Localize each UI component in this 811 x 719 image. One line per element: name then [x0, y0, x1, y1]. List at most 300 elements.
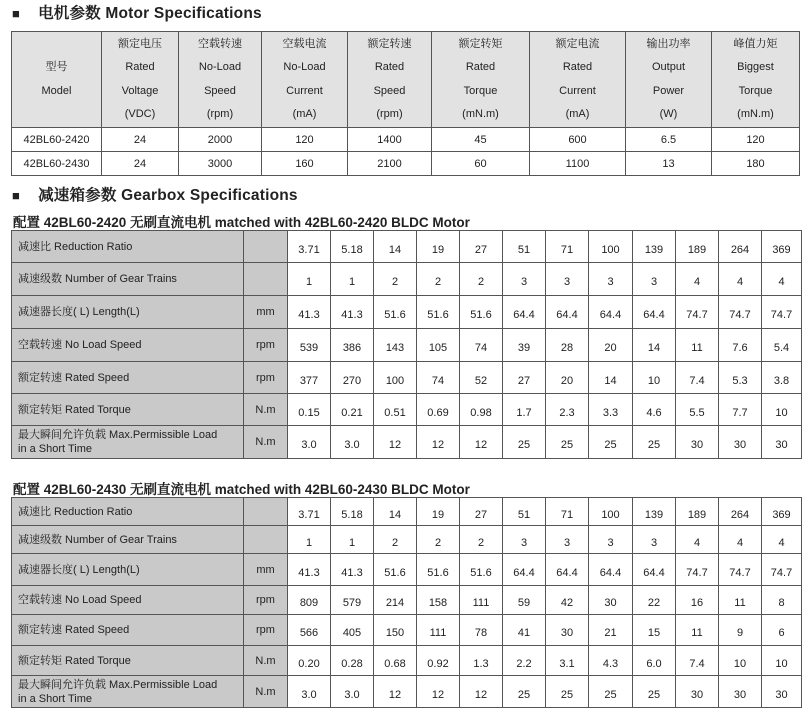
- value-cell: 264: [719, 498, 762, 526]
- value-cell: 5.4: [762, 329, 802, 362]
- value-cell: 4.3: [589, 646, 633, 676]
- row-unit: mm: [244, 554, 288, 586]
- value-cell: 8: [762, 586, 802, 615]
- value-cell: 4: [676, 526, 719, 554]
- header-line: 空载电流: [282, 37, 327, 50]
- value-cell: 2: [374, 263, 417, 296]
- value-cell: 4: [762, 526, 802, 554]
- value-cell: 14: [589, 362, 633, 394]
- table-row: [12, 263, 802, 296]
- motor-cell: 1100: [530, 152, 626, 176]
- row-unit: N.m: [244, 676, 288, 708]
- value-cell: 189: [676, 498, 719, 526]
- row-unit: N.m: [244, 646, 288, 676]
- header-line: (W): [659, 107, 678, 120]
- motor-header-cell: [712, 32, 800, 128]
- value-cell: 64.4: [546, 554, 589, 586]
- row-label: [12, 586, 244, 615]
- value-cell: 64.4: [546, 296, 589, 329]
- value-cell: 3.0: [288, 426, 331, 459]
- value-cell: 51.6: [374, 296, 417, 329]
- value-cell: 3.1: [546, 646, 589, 676]
- value-cell: 3: [503, 263, 546, 296]
- value-cell: 5.3: [719, 362, 762, 394]
- motor-cell: 6.5: [626, 128, 712, 152]
- value-cell: 74.7: [762, 296, 802, 329]
- value-cell: 74.7: [762, 554, 802, 586]
- value-cell: 30: [676, 676, 719, 708]
- row-label-text: 空载转速 No Load Speed: [18, 594, 142, 606]
- row-label: [12, 498, 244, 526]
- row-label: [12, 362, 244, 394]
- motor-cell: 24: [102, 152, 179, 176]
- value-cell: 539: [288, 329, 331, 362]
- value-cell: 25: [589, 426, 633, 459]
- value-cell: 3: [589, 263, 633, 296]
- value-cell: 30: [762, 676, 802, 708]
- motor-cell: 42BL60-2430: [12, 152, 102, 176]
- row-label: [12, 615, 244, 646]
- motor-cell: 1400: [348, 128, 432, 152]
- header-line: (mA): [292, 107, 317, 120]
- table-row: [12, 296, 802, 329]
- table-row: [12, 586, 802, 615]
- value-cell: 3.0: [331, 426, 374, 459]
- value-cell: 405: [331, 615, 374, 646]
- header-line: 额定转矩: [458, 37, 503, 50]
- row-label-text: 减速器长度( L) Length(L): [18, 563, 140, 576]
- value-cell: 105: [417, 329, 460, 362]
- header-line: (mA): [565, 107, 590, 120]
- row-label-text: 减速级数 Number of Gear Trains: [18, 273, 177, 285]
- row-label-text: 减速比 Reduction Ratio: [18, 240, 133, 253]
- value-cell: 51: [503, 231, 546, 263]
- value-cell: 22: [633, 586, 676, 615]
- value-cell: 51.6: [460, 554, 503, 586]
- value-cell: 2: [374, 526, 417, 554]
- value-cell: 3: [503, 526, 546, 554]
- value-cell: 3: [546, 263, 589, 296]
- header-line: Current: [286, 84, 323, 97]
- value-cell: 0.69: [417, 394, 460, 426]
- value-cell: 4: [719, 263, 762, 296]
- motor-cell: 120: [712, 128, 800, 152]
- row-label: [12, 263, 244, 296]
- value-cell: 4.6: [633, 394, 676, 426]
- value-cell: 0.98: [460, 394, 503, 426]
- motor-cell: 2000: [179, 128, 262, 152]
- value-cell: 6.0: [633, 646, 676, 676]
- value-cell: 3.8: [762, 362, 802, 394]
- header-line: No-Load: [283, 61, 326, 74]
- value-cell: 11: [719, 586, 762, 615]
- row-unit: [244, 231, 288, 263]
- value-cell: 71: [546, 498, 589, 526]
- value-cell: 1: [288, 526, 331, 554]
- value-cell: 51.6: [417, 296, 460, 329]
- value-cell: 25: [546, 426, 589, 459]
- value-cell: 64.4: [503, 554, 546, 586]
- value-cell: 51: [503, 498, 546, 526]
- motor-cell: 2100: [348, 152, 432, 176]
- header-line: 型号: [45, 61, 68, 74]
- motor-header-cell: [179, 32, 262, 128]
- row-unit: rpm: [244, 586, 288, 615]
- header-line: Current: [559, 84, 596, 97]
- value-cell: 3.3: [589, 394, 633, 426]
- row-label-text: 最大瞬间允许负载 Max.Permissible Load: [18, 678, 218, 691]
- value-cell: 27: [503, 362, 546, 394]
- motor-cell: 120: [262, 128, 348, 152]
- value-cell: 30: [676, 426, 719, 459]
- value-cell: 7.6: [719, 329, 762, 362]
- value-cell: 12: [417, 676, 460, 708]
- motor-header-cell: [348, 32, 432, 128]
- value-cell: 0.51: [374, 394, 417, 426]
- value-cell: 52: [460, 362, 503, 394]
- value-cell: 71: [546, 231, 589, 263]
- header-line: Torque: [463, 84, 498, 97]
- row-unit: N.m: [244, 394, 288, 426]
- motor-cell: 3000: [179, 152, 262, 176]
- value-cell: 12: [460, 676, 503, 708]
- value-cell: 264: [719, 231, 762, 263]
- value-cell: 14: [374, 498, 417, 526]
- motor-cell: 60: [432, 152, 530, 176]
- value-cell: 2: [460, 263, 503, 296]
- value-cell: 1.3: [460, 646, 503, 676]
- value-cell: 64.4: [589, 554, 633, 586]
- value-cell: 12: [417, 426, 460, 459]
- value-cell: 51.6: [460, 296, 503, 329]
- value-cell: 41.3: [288, 554, 331, 586]
- row-label: [12, 231, 244, 263]
- motor-header-cell: [530, 32, 626, 128]
- motor-cell: 600: [530, 128, 626, 152]
- value-cell: 7.4: [676, 646, 719, 676]
- value-cell: 150: [374, 615, 417, 646]
- value-cell: 25: [503, 676, 546, 708]
- value-cell: 74.7: [719, 554, 762, 586]
- value-cell: 5.5: [676, 394, 719, 426]
- table-row: [12, 615, 802, 646]
- motor-cell: 24: [102, 128, 179, 152]
- value-cell: 10: [719, 646, 762, 676]
- motor-spec-heading: [12, 1, 262, 23]
- value-cell: 3.71: [288, 231, 331, 263]
- square-bullet-icon: ■: [12, 6, 21, 21]
- value-cell: 7.4: [676, 362, 719, 394]
- value-cell: 16: [676, 586, 719, 615]
- motor-header-cell: [626, 32, 712, 128]
- value-cell: 39: [503, 329, 546, 362]
- row-label: [12, 676, 244, 708]
- row-label-text-2: in a Short Time: [18, 443, 92, 455]
- gearbox-table-2430: [11, 497, 802, 708]
- value-cell: 15: [633, 615, 676, 646]
- value-cell: 3: [633, 263, 676, 296]
- row-unit: [244, 498, 288, 526]
- value-cell: 10: [633, 362, 676, 394]
- header-line: Rated: [562, 61, 593, 74]
- value-cell: 1.7: [503, 394, 546, 426]
- value-cell: 64.4: [589, 296, 633, 329]
- value-cell: 12: [460, 426, 503, 459]
- row-label: [12, 646, 244, 676]
- value-cell: 189: [676, 231, 719, 263]
- row-label-text: 减速级数 Number of Gear Trains: [18, 533, 177, 546]
- value-cell: 100: [589, 498, 633, 526]
- row-label: [12, 296, 244, 329]
- motor-cell: 45: [432, 128, 530, 152]
- value-cell: 74.7: [676, 554, 719, 586]
- motor-spec-title: 电机参数 Motor Specifications: [38, 5, 262, 22]
- value-cell: 10: [762, 646, 802, 676]
- value-cell: 270: [331, 362, 374, 394]
- value-cell: 139: [633, 231, 676, 263]
- row-label-text: 最大瞬间允许负载 Max.Permissible Load: [18, 429, 218, 441]
- value-cell: 42: [546, 586, 589, 615]
- header-line: Rated: [374, 61, 405, 74]
- header-line: (rpm): [376, 107, 403, 120]
- row-unit: rpm: [244, 329, 288, 362]
- gearbox-table-2-caption: 配置 42BL60-2430 无刷直流电机 matched with 42BL60-2430 BLDC Motor: [13, 482, 470, 497]
- header-line: No-Load: [198, 61, 242, 74]
- value-cell: 25: [589, 676, 633, 708]
- table-row: [12, 152, 800, 176]
- value-cell: 3.0: [331, 676, 374, 708]
- table-row: [12, 394, 802, 426]
- value-cell: 3: [546, 526, 589, 554]
- header-line: Model: [41, 84, 72, 97]
- gearbox-table-1-caption: 配置 42BL60-2420 无刷直流电机 matched with 42BL60-2420 BLDC Motor: [13, 215, 470, 230]
- value-cell: 377: [288, 362, 331, 394]
- header-line: (mN.m): [462, 107, 499, 120]
- value-cell: 111: [460, 586, 503, 615]
- value-cell: 51.6: [374, 554, 417, 586]
- row-unit: N.m: [244, 426, 288, 459]
- motor-spec-table: [11, 31, 800, 176]
- value-cell: 2.2: [503, 646, 546, 676]
- value-cell: 566: [288, 615, 331, 646]
- row-label-text: 额定转矩 Rated Torque: [18, 654, 131, 667]
- gearbox-spec-title: 减速箱参数 Gearbox Specifications: [38, 187, 298, 204]
- value-cell: 41.3: [288, 296, 331, 329]
- value-cell: 64.4: [633, 296, 676, 329]
- table-row: [12, 128, 800, 152]
- row-label-text: 空载转速 No Load Speed: [18, 339, 142, 351]
- value-cell: 0.68: [374, 646, 417, 676]
- header-line: 额定电流: [555, 37, 600, 50]
- value-cell: 25: [546, 676, 589, 708]
- value-cell: 143: [374, 329, 417, 362]
- table-row: [12, 646, 802, 676]
- row-unit: [244, 526, 288, 554]
- value-cell: 214: [374, 586, 417, 615]
- row-label: [12, 554, 244, 586]
- value-cell: 59: [503, 586, 546, 615]
- value-cell: 3: [633, 526, 676, 554]
- value-cell: 1: [331, 263, 374, 296]
- motor-cell: 13: [626, 152, 712, 176]
- row-label: [12, 329, 244, 362]
- motor-header-cell: [102, 32, 179, 128]
- row-unit: rpm: [244, 362, 288, 394]
- value-cell: 51.6: [417, 554, 460, 586]
- value-cell: 369: [762, 498, 802, 526]
- table-row: [12, 554, 802, 586]
- row-label-text: 额定转速 Rated Speed: [18, 624, 130, 636]
- table-row: [12, 231, 802, 263]
- row-label-text: 额定转矩 Rated Torque: [18, 403, 131, 416]
- value-cell: 20: [589, 329, 633, 362]
- row-label-text: 减速比 Reduction Ratio: [18, 505, 133, 518]
- value-cell: 5.18: [331, 231, 374, 263]
- value-cell: 579: [331, 586, 374, 615]
- header-line: Speed: [373, 84, 406, 97]
- value-cell: 74.7: [676, 296, 719, 329]
- value-cell: 11: [676, 329, 719, 362]
- value-cell: 41.3: [331, 296, 374, 329]
- row-label: [12, 526, 244, 554]
- value-cell: 41: [503, 615, 546, 646]
- value-cell: 369: [762, 231, 802, 263]
- header-line: Torque: [738, 84, 773, 97]
- value-cell: 3.71: [288, 498, 331, 526]
- table-row: [12, 676, 802, 708]
- gearbox-spec-heading: [12, 183, 298, 205]
- value-cell: 64.4: [503, 296, 546, 329]
- value-cell: 14: [374, 231, 417, 263]
- square-bullet-icon: ■: [12, 188, 21, 203]
- value-cell: 12: [374, 426, 417, 459]
- value-cell: 0.15: [288, 394, 331, 426]
- row-unit: [244, 263, 288, 296]
- header-line: (mN.m): [737, 107, 774, 120]
- motor-cell: 180: [712, 152, 800, 176]
- value-cell: 25: [633, 676, 676, 708]
- motor-cell: 42BL60-2420: [12, 128, 102, 152]
- header-line: (VDC): [124, 107, 156, 120]
- motor-header-cell: [262, 32, 348, 128]
- header-line: 额定转速: [367, 37, 412, 50]
- table-row: [12, 426, 802, 459]
- value-cell: 1: [331, 526, 374, 554]
- value-cell: 139: [633, 498, 676, 526]
- value-cell: 12: [374, 676, 417, 708]
- table-row: [12, 362, 802, 394]
- value-cell: 19: [417, 231, 460, 263]
- value-cell: 30: [589, 586, 633, 615]
- row-unit: rpm: [244, 615, 288, 646]
- value-cell: 64.4: [633, 554, 676, 586]
- value-cell: 0.21: [331, 394, 374, 426]
- value-cell: 20: [546, 362, 589, 394]
- value-cell: 809: [288, 586, 331, 615]
- header-line: Rated: [125, 61, 155, 74]
- value-cell: 4: [762, 263, 802, 296]
- header-line: Voltage: [121, 84, 159, 97]
- header-line: Biggest: [737, 61, 774, 74]
- header-line: Rated: [465, 61, 496, 74]
- value-cell: 0.20: [288, 646, 331, 676]
- row-label-text-2: in a Short Time: [18, 692, 92, 705]
- value-cell: 25: [503, 426, 546, 459]
- header-line: 峰值力矩: [733, 37, 778, 50]
- value-cell: 21: [589, 615, 633, 646]
- table-row: [12, 526, 802, 554]
- motor-header-cell: [12, 32, 102, 128]
- value-cell: 9: [719, 615, 762, 646]
- value-cell: 25: [633, 426, 676, 459]
- table-row: [12, 498, 802, 526]
- value-cell: 10: [762, 394, 802, 426]
- header-line: (rpm): [206, 107, 234, 120]
- value-cell: 158: [417, 586, 460, 615]
- value-cell: 100: [374, 362, 417, 394]
- header-line: Output: [651, 61, 686, 74]
- header-line: 空载转速: [198, 37, 242, 50]
- gearbox-table-2420: [11, 230, 802, 459]
- value-cell: 11: [676, 615, 719, 646]
- value-cell: 100: [589, 231, 633, 263]
- header-line: Power: [652, 84, 685, 97]
- value-cell: 30: [719, 426, 762, 459]
- value-cell: 41.3: [331, 554, 374, 586]
- value-cell: 6: [762, 615, 802, 646]
- value-cell: 30: [719, 676, 762, 708]
- value-cell: 1: [288, 263, 331, 296]
- value-cell: 3.0: [288, 676, 331, 708]
- row-label: [12, 394, 244, 426]
- header-line: Speed: [204, 84, 236, 97]
- value-cell: 111: [417, 615, 460, 646]
- value-cell: 7.7: [719, 394, 762, 426]
- value-cell: 386: [331, 329, 374, 362]
- value-cell: 3: [589, 526, 633, 554]
- value-cell: 14: [633, 329, 676, 362]
- value-cell: 4: [676, 263, 719, 296]
- row-label-text: 减速器长度( L) Length(L): [18, 306, 140, 318]
- value-cell: 74: [417, 362, 460, 394]
- value-cell: 2: [417, 263, 460, 296]
- value-cell: 74.7: [719, 296, 762, 329]
- header-line: 输出功率: [646, 37, 691, 50]
- value-cell: 78: [460, 615, 503, 646]
- value-cell: 74: [460, 329, 503, 362]
- table-row: [12, 329, 802, 362]
- value-cell: 0.28: [331, 646, 374, 676]
- value-cell: 2.3: [546, 394, 589, 426]
- value-cell: 4: [719, 526, 762, 554]
- value-cell: 27: [460, 231, 503, 263]
- value-cell: 28: [546, 329, 589, 362]
- row-label: [12, 426, 244, 459]
- row-unit: mm: [244, 296, 288, 329]
- value-cell: 0.92: [417, 646, 460, 676]
- motor-cell: 160: [262, 152, 348, 176]
- value-cell: 2: [417, 526, 460, 554]
- motor-header-row: [12, 32, 800, 128]
- row-label-text: 额定转速 Rated Speed: [18, 371, 130, 384]
- value-cell: 30: [762, 426, 802, 459]
- motor-header-cell: [432, 32, 530, 128]
- header-line: 额定电压: [118, 37, 162, 50]
- value-cell: 19: [417, 498, 460, 526]
- value-cell: 27: [460, 498, 503, 526]
- value-cell: 30: [546, 615, 589, 646]
- value-cell: 5.18: [331, 498, 374, 526]
